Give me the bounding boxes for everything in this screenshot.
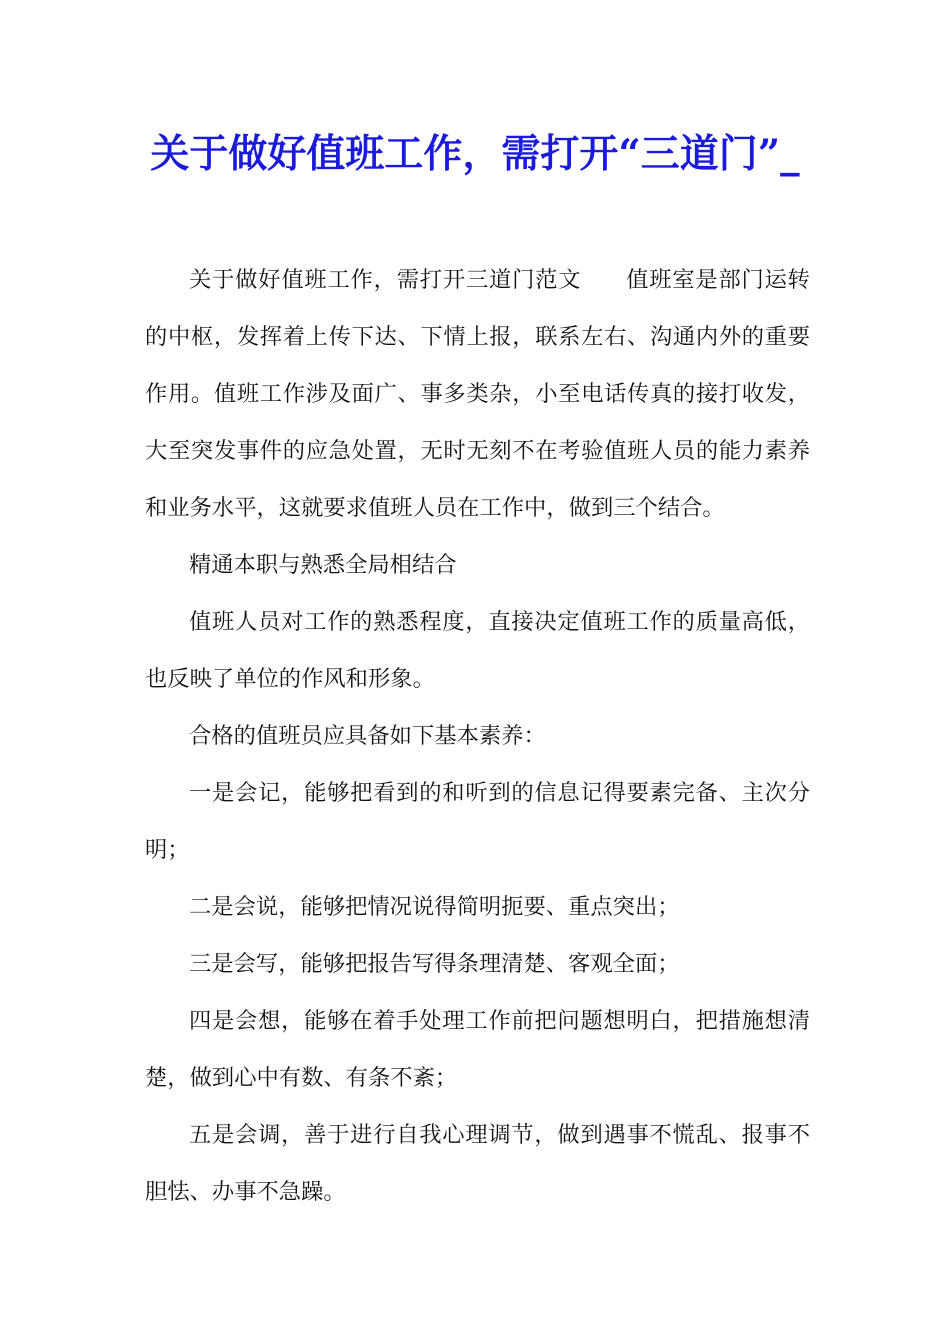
list-item: 四是会想，能够在着手处理工作前把问题想明白，把措施想清楚，做到心中有数、有条不紊； xyxy=(145,1008,810,1091)
paragraph-intro xyxy=(145,252,810,537)
document-title: 关于做好值班工作，需打开“三道门”_ xyxy=(150,131,800,177)
list-item: 五是会调，善于进行自我心理调节，做到遇事不慌乱、报事不胆怯、办事不急躁。 xyxy=(145,1122,810,1205)
list-item: 三是会写，能够把报告写得条理清楚、客观全面； xyxy=(189,951,680,977)
intro-rest: 值班室是部门运转的中枢，发挥着上传下达、下情上报，联系左右、沟通内外的重要作用。值班工作涉及面广、事多类杂，小至电话传真的接打收发，大至突发事件的应急处置，无时无刻不在考验值班人员的能力素养和业务水平，这就要求值班人员在工作中，做到三个结合。 xyxy=(145,267,810,521)
document-body xyxy=(145,252,810,1221)
paragraph-heading: 精通本职与熟悉全局相结合 xyxy=(189,552,457,578)
list-item: 一是会记，能够把看到的和听到的信息记得要素完备、主次分明； xyxy=(145,780,810,863)
list-item: 二是会说，能够把情况说得简明扼要、重点突出； xyxy=(189,894,680,920)
paragraph: 值班人员对工作的熟悉程度，直接决定值班工作的质量高低，也反映了单位的作风和形象。 xyxy=(145,609,810,692)
paragraph: 合格的值班员应具备如下基本素养： xyxy=(189,723,546,749)
intro-lead: 关于做好值班工作，需打开三道门范文 xyxy=(189,267,582,293)
